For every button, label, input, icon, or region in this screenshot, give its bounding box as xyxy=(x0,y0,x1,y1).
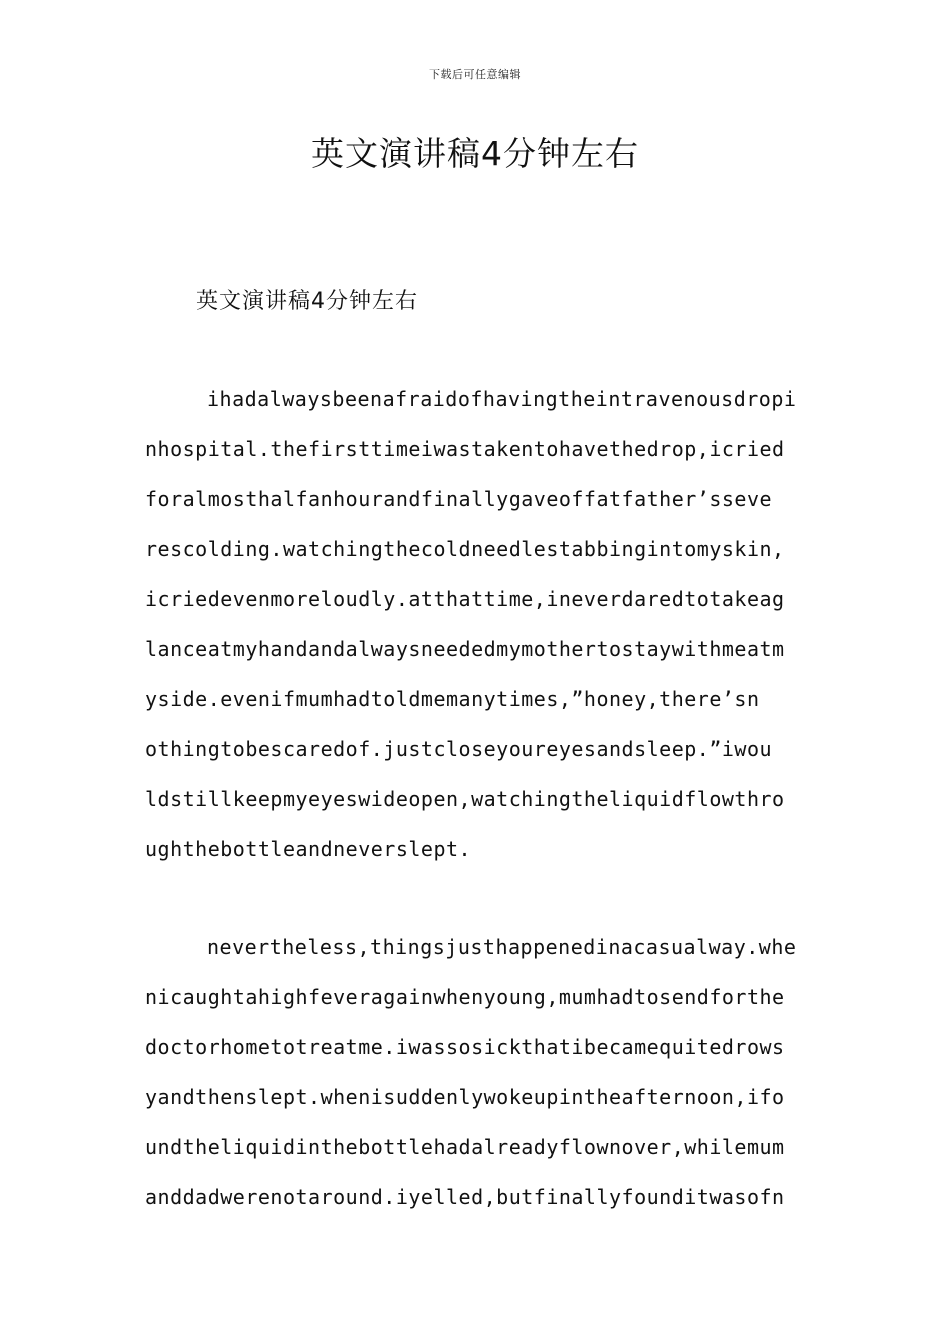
paragraph-1 xyxy=(145,374,825,874)
paragraph-line: rescolding.watchingthecoldneedlestabbingintomyskin, xyxy=(145,537,785,561)
header-note: 下载后可任意编辑 xyxy=(429,68,521,81)
paragraph-line: ughthebottleandneverslept. xyxy=(145,837,472,861)
paragraph-line: nhospital.thefirsttimeiwastakentohavethedrop,icried xyxy=(145,437,785,461)
paragraph-line: ihadalwaysbeenafraidofhavingtheintravenousdropi xyxy=(207,387,797,411)
paragraph-line: anddadwerenotaround.iyelled,butfinallyfounditwasofn xyxy=(145,1185,785,1209)
paragraph-line: lanceatmyhandandalwaysneededmymothertostaywithmeatm xyxy=(145,637,785,661)
paragraph-line: othingtobescaredof.justcloseyoureyesandsleep.”iwou xyxy=(145,737,773,761)
paragraph-2 xyxy=(145,922,825,1222)
paragraph-line: ldstillkeepmyeyeswideopen,watchingtheliquidflowthro xyxy=(145,787,785,811)
paragraph-line: yside.evenifmumhadtoldmemanytimes,”honey,there’sn xyxy=(145,687,760,711)
paragraph-line: undtheliquidinthebottlehadalreadyflownover,whilemum xyxy=(145,1135,785,1159)
paragraph-line: nevertheless,thingsjusthappenedinacasualway.whe xyxy=(207,935,797,959)
paragraph-line: nicaughtahighfeveragainwhenyoung,mumhadtosendforthe xyxy=(145,985,785,1009)
paragraph-line: yandthenslept.whenisuddenlywokeupintheafternoon,ifo xyxy=(145,1085,785,1109)
paragraph-line: icriedevenmoreloudly.atthattime,ineverdaredtotakeag xyxy=(145,587,785,611)
document-subtitle: 英文演讲稿4分钟左右 xyxy=(196,289,418,314)
document-title: 英文演讲稿4分钟左右 xyxy=(311,134,639,173)
paragraph-line: foralmosthalfanhourandfinallygaveoffatfather’sseve xyxy=(145,487,773,511)
paragraph-line: doctorhometotreatme.iwassosickthatibecamequitedrows xyxy=(145,1035,785,1059)
